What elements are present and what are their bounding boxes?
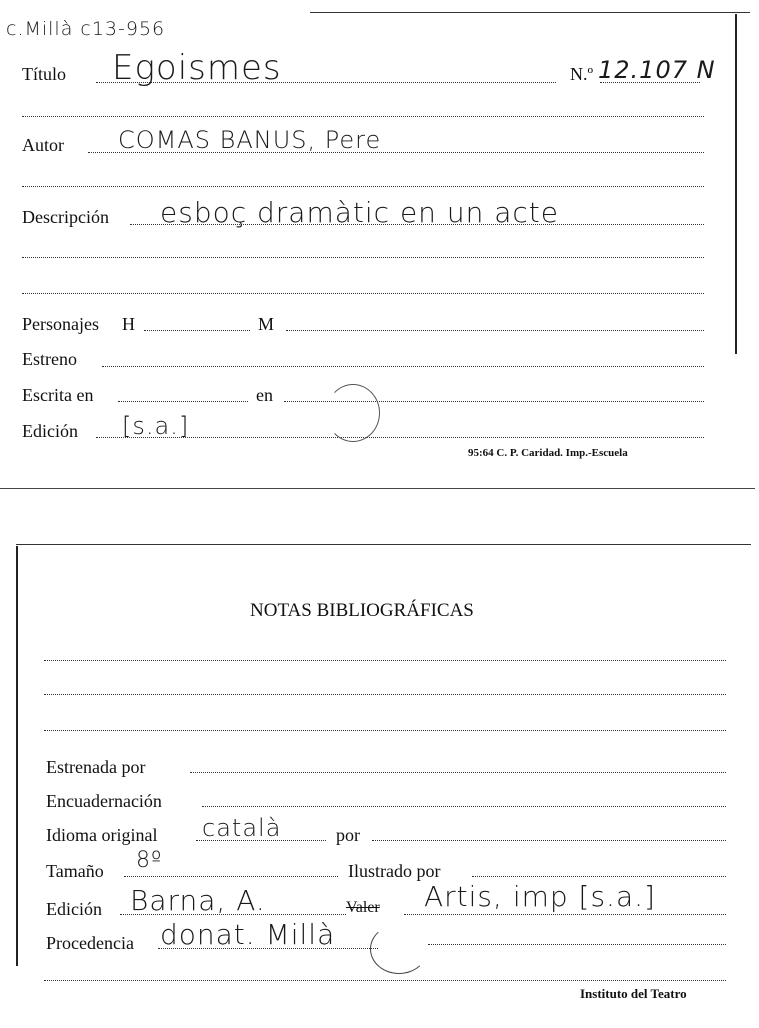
descripcion-extra-line-1 [22,257,704,258]
notas-title: NOTAS BIBLIOGRÁFICAS [250,600,474,621]
escrita-label: Escrita en [22,385,94,405]
printer-imprint: 95:64 C. P. Caridad. Imp.-Escuela [468,447,628,459]
card-front-right-border [735,14,737,354]
top-handwritten-note: c.Millà c13-956 [6,18,166,40]
back-edicion-label: Edición [46,899,102,919]
idioma-value: català [202,814,282,842]
titulo-extra-line [22,116,704,117]
titulo-label: Título [22,64,66,84]
procedencia-label: Procedencia [46,933,134,953]
tamano-label: Tamaño [46,861,104,881]
catalog-card-back [10,540,755,1020]
procedencia-extra-line [428,944,726,945]
tamano-line [124,876,338,877]
numero-label: N.º [570,64,594,84]
procedencia-value: donat. Millà [160,918,336,951]
back-edicion-value: Barna, A. [130,884,266,917]
valer-value: Artis, imp [s.a.] [424,880,656,913]
hole-punch-mark [326,384,380,442]
personajes-label: Personajes [22,314,99,334]
notas-line-2 [44,694,726,695]
autor-value: COMAS BANUS, Pere [118,126,382,154]
institution-name: Instituto del Teatro [580,986,687,1001]
catalog-card-front [0,0,745,490]
idioma-label: Idioma original [46,825,158,845]
card-front-top-border [310,12,750,13]
autor-extra-line [22,186,704,187]
personajes-m-label: M [258,314,275,334]
notas-line-3 [44,730,726,731]
personajes-m-line [286,330,704,331]
descripcion-label: Descripción [22,207,109,227]
ilustrado-line [472,876,726,877]
personajes-h-line [144,330,250,331]
card-front-bottom-border [0,488,755,489]
autor-label: Autor [22,135,64,155]
estrenada-line [190,772,726,773]
notas-bottom-line [44,980,726,981]
card-back-top-border [16,544,751,545]
hole-punch-mark-back [370,924,428,974]
numero-value: 12.107 N [598,56,716,84]
descripcion-extra-line-2 [22,293,704,294]
escrita-line [118,401,248,402]
edicion-value: [s.a.] [122,412,190,440]
estrenada-label: Estrenada por [46,757,146,777]
encuadernacion-label: Encuadernación [46,791,162,811]
card-back-left-border [16,546,18,966]
escrita-en-label: en [256,385,273,405]
tamano-value: 8º [136,848,163,873]
encuadernacion-line [202,806,726,807]
valer-label: Valer [346,899,380,916]
personajes-h-label: H [122,314,135,334]
estreno-line [102,366,704,367]
idioma-por-label: por [336,825,360,845]
idioma-por-line [372,840,726,841]
descripcion-value: esboç dramàtic en un acte [160,196,559,229]
notas-line-1 [44,660,726,661]
titulo-value: Egoismes [112,48,282,88]
edicion-label: Edición [22,421,78,441]
valer-line [404,914,726,915]
estreno-label: Estreno [22,349,77,369]
ilustrado-label: Ilustrado por [348,861,441,881]
